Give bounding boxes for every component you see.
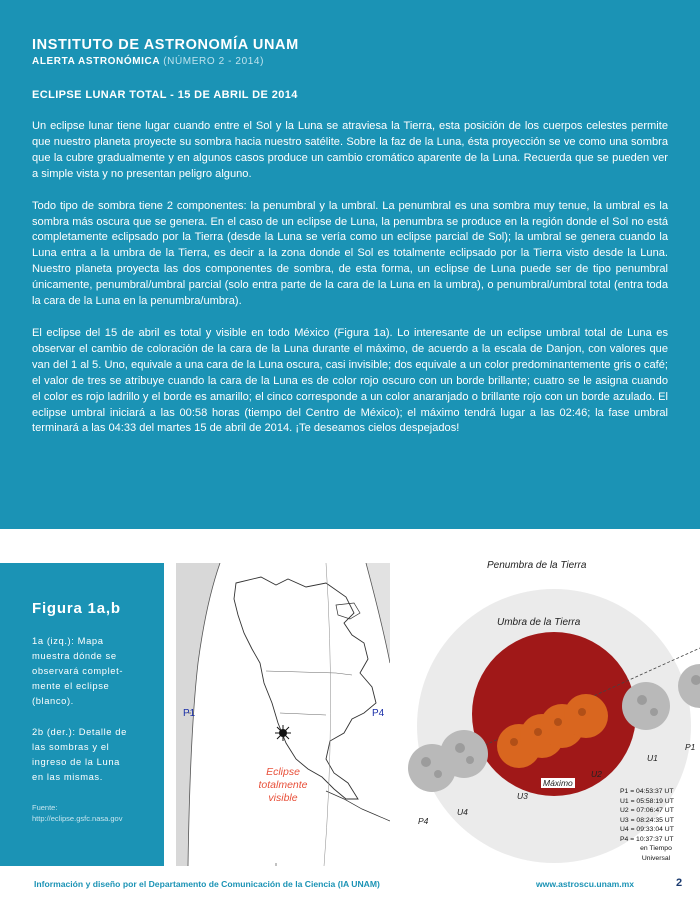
time-u4: U4 = 09:33:04 UT — [620, 826, 674, 833]
map-eclipse-line2: totalmente — [258, 779, 308, 791]
figure-source — [32, 802, 132, 824]
paragraph-shadow: Todo tipo de sombra tiene 2 componentes: la penumbral y la umbral. La penumbral es una sombra muy tenue, la umbral es la sombra más oscura que se genera. En el caso de un eclipse de Luna, la penumbra se produce en la región donde el Sol no está completamente eclipsado por la Tierra (desde la Luna se vería como un eclipse parcial de Sol); la umbral se genera cuando la Luna entra a la umbra de la Tierra, es decir a la zona donde el Sol es totalmente eclipsado por la Tierra visto desde la Luna. Nuestro planeta proyecta las dos componentes de sombra, de esta forma, un eclipse de Luna puede ser de tipo penumbral únicamente, penumbral/umbral parcial (solo entra parte de la cara de la Luna en la umbra), o penumbral/umbral total (entra toda la cara de la Luna en la penumbra/umbra). — [32, 199, 668, 308]
alert-label: ALERTA ASTRONÓMICA — [32, 56, 160, 67]
figure-source-url: http://eclipse.gsfc.nasa.gov — [32, 814, 123, 823]
visibility-map — [176, 563, 390, 866]
figure-text-a: 1a (izq.): Mapa muestra dónde se observará complet- mente el eclipse (blanco). — [32, 635, 124, 706]
footer-url[interactable]: www.astroscu.unam.mx — [536, 879, 635, 889]
institute-title: INSTITUTO DE ASTRONOMÍA UNAM — [32, 37, 299, 53]
alert-line — [32, 56, 668, 67]
time-p1: P1 = 04:53:37 UT — [620, 788, 674, 795]
figure-source-label: Fuente: — [32, 803, 58, 812]
label-p4: P4 — [418, 816, 429, 826]
figure-caption-box — [0, 563, 164, 866]
map-eclipse-line1: Eclipse — [266, 766, 300, 778]
paragraph-eclipse: El eclipse del 15 de abril es total y visible en todo México (Figura 1a). Lo interesante de un eclipse umbral total de Luna es observar el cambio de coloración de la cara de la Luna durante el máximo, de acuerdo a la escala de Danjon, con valores que van del 1 al 5. Uno, equivale a una cara de la Luna oscura, casi invisible; dos equivale a un color predominantemente gris o café; el valor de tres se atribuye cuando la cara de la Luna es de color rojo oscuro con un borde brillante; cuatro se le asigna cuando el color es rojo ladrillo y el borde es amarillo; el cinco corresponde a un color anaranjado o brillante rojo con un borde azulado. El eclipse umbral iniciará a las 00:58 horas (tiempo del Centro de México); el máximo tendrá lugar a las 02:46; la fase umbral terminará a las 04:33 del martes 15 de abril de 2014. ¡Te deseamos cielos despejados! — [32, 326, 668, 435]
label-u2: U2 — [591, 769, 602, 779]
label-p1: P1 — [685, 742, 696, 752]
maximo-label: Máximo — [543, 778, 573, 788]
contact-times — [620, 787, 700, 863]
page-number: 2 — [676, 877, 683, 889]
alert-number: (NÚMERO 2 - 2014) — [163, 56, 264, 67]
time-note-line2: Universal — [641, 854, 671, 862]
map-eclipse-line3: visible — [268, 792, 298, 804]
figure-text-b: 2b (der.): Detalle de las sombras y el ingreso de la Luna en las mismas. — [32, 726, 127, 782]
label-u3: U3 — [517, 791, 528, 801]
footer-credit: Información y diseño por el Departamento de Comunicación de la Ciencia (IA UNAM) — [34, 879, 380, 889]
time-note-line1: en Tiempo — [640, 845, 672, 852]
map-label-p4: P4 — [372, 708, 385, 719]
figure-title: Figura 1a,b — [32, 600, 121, 617]
time-p4: P4 = 10:37:37 UT — [620, 835, 674, 843]
umbra-label: Umbra de la Tierra — [497, 617, 581, 628]
label-u4: U4 — [457, 807, 468, 817]
time-u1: U1 = 05:58:19 UT — [620, 797, 674, 805]
paragraph-intro: Un eclipse lunar tiene lugar cuando entre el Sol y la Luna se atraviesa la Tierra, esta posición de los cuerpos celestes permite que nuestro planeta proyecte su sombra hacia nuestro satélite. Sobre la faz de la Luna, ésta proyección se ve como una sombra que la cubre gradualmente y en algunos casos produce un cambio cromático aparente de la Luna. Recuerda que se pueden ver a simple vista y no presentan peligro alguno. — [32, 120, 668, 180]
map-eclipse-label — [228, 766, 338, 805]
penumbra-label: Penumbra de la Tierra — [487, 560, 587, 571]
time-u3: U3 = 08:24:35 UT — [620, 816, 674, 824]
eclipse-title: ECLIPSE LUNAR TOTAL - 15 DE ABRIL DE 2014 — [32, 89, 298, 101]
time-u2: U2 = 07:06:47 UT — [620, 807, 674, 814]
label-u1: U1 — [647, 753, 658, 763]
map-label-p1: P1 — [183, 708, 196, 719]
